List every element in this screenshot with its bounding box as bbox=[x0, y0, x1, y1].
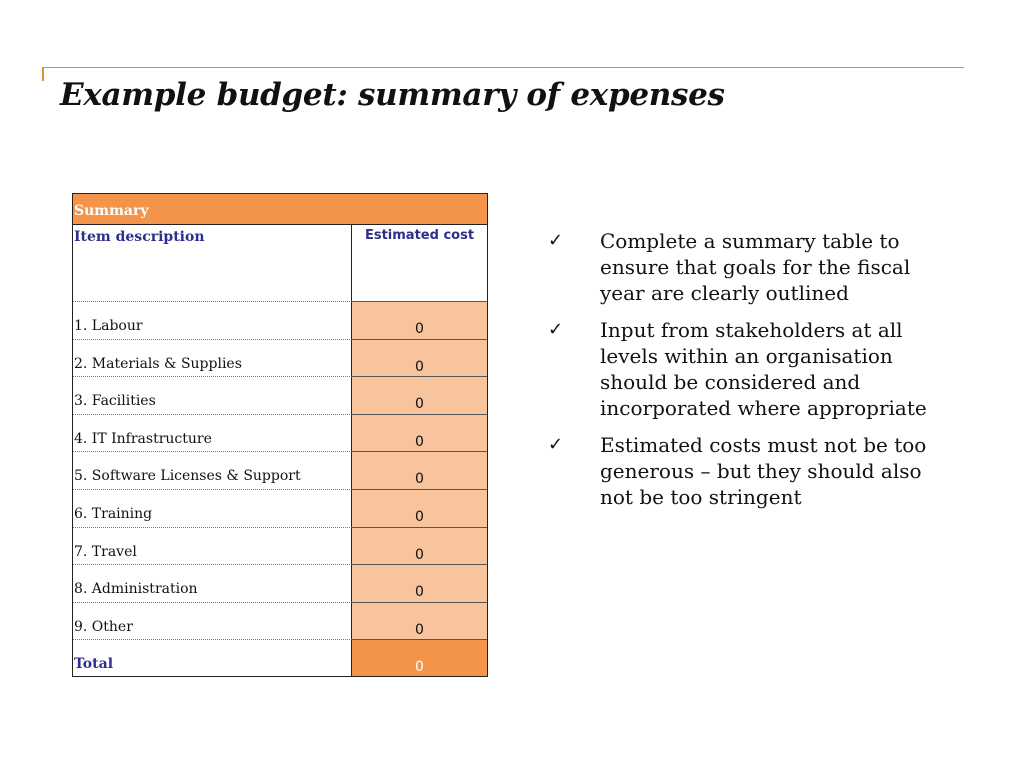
checkmark-icon: ✓ bbox=[548, 434, 564, 455]
table-row bbox=[73, 339, 487, 377]
bullet-text: Estimated costs must not be too generous – but they should also not be too stringent bbox=[600, 433, 927, 509]
table-row bbox=[73, 527, 487, 565]
cost-cell[interactable]: 0 bbox=[352, 564, 487, 602]
checkmark-icon: ✓ bbox=[548, 319, 564, 340]
item-label: 8. Administration bbox=[73, 564, 352, 602]
top-divider-tick bbox=[42, 67, 44, 81]
cost-cell[interactable]: 0 bbox=[352, 451, 487, 489]
page-title: Example budget: summary of expenses bbox=[60, 77, 725, 113]
item-label: 7. Travel bbox=[73, 527, 352, 565]
list-item bbox=[548, 432, 958, 510]
summary-table bbox=[72, 193, 488, 677]
table-row bbox=[73, 564, 487, 602]
list-item bbox=[548, 228, 958, 306]
table-row bbox=[73, 301, 487, 339]
checkmark-icon: ✓ bbox=[548, 230, 564, 251]
column-header-item: Item description bbox=[73, 225, 352, 301]
total-label: Total bbox=[73, 639, 352, 676]
cost-cell[interactable]: 0 bbox=[352, 602, 487, 640]
table-row bbox=[73, 489, 487, 527]
list-item bbox=[548, 317, 958, 421]
item-label: 6. Training bbox=[73, 489, 352, 527]
total-value: 0 bbox=[352, 639, 487, 676]
cost-cell[interactable]: 0 bbox=[352, 376, 487, 414]
bullet-text: Input from stakeholders at all levels within an organisation should be considered and incorporated where appropriate bbox=[600, 318, 927, 420]
bullet-text: Complete a summary table to ensure that goals for the fiscal year are clearly outlined bbox=[600, 229, 911, 305]
item-label: 1. Labour bbox=[73, 301, 352, 339]
cost-cell[interactable]: 0 bbox=[352, 414, 487, 452]
item-label: 5. Software Licenses & Support bbox=[73, 451, 352, 489]
item-label: 2. Materials & Supplies bbox=[73, 339, 352, 377]
item-label: 4. IT Infrastructure bbox=[73, 414, 352, 452]
table-row bbox=[73, 451, 487, 489]
table-row bbox=[73, 602, 487, 640]
column-header-row bbox=[73, 225, 487, 301]
table-header: Summary bbox=[73, 194, 487, 225]
total-row bbox=[73, 639, 487, 676]
item-label: 9. Other bbox=[73, 602, 352, 640]
table-row bbox=[73, 376, 487, 414]
guidance-list bbox=[548, 228, 958, 521]
cost-cell[interactable]: 0 bbox=[352, 339, 487, 377]
column-header-cost: Estimated cost bbox=[364, 228, 475, 243]
cost-cell[interactable]: 0 bbox=[352, 527, 487, 565]
table-row bbox=[73, 414, 487, 452]
item-label: 3. Facilities bbox=[73, 376, 352, 414]
cost-cell[interactable]: 0 bbox=[352, 489, 487, 527]
top-divider bbox=[42, 67, 964, 68]
cost-cell[interactable]: 0 bbox=[352, 301, 487, 339]
